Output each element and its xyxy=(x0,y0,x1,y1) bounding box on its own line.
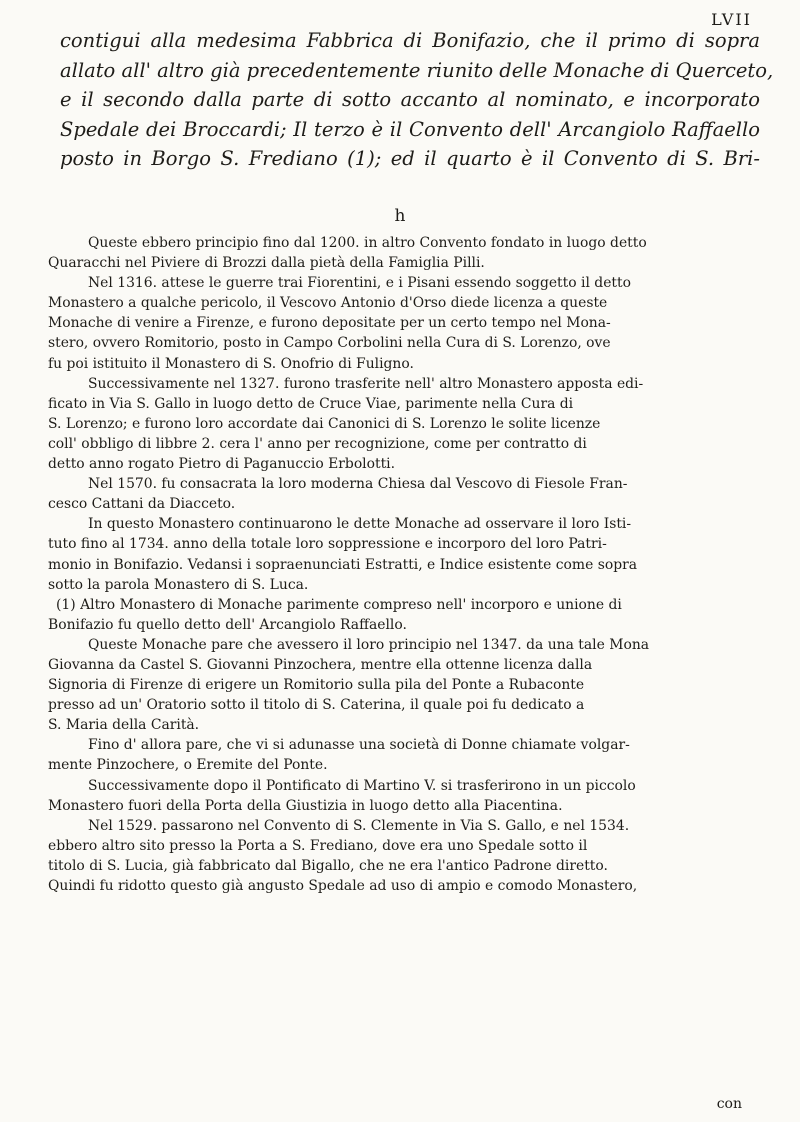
note-line: Quaracchi nel Piviere di Brozzi dalla pietà della Famiglia Pilli. xyxy=(48,255,485,272)
note-line: sotto la parola Monastero di S. Luca. xyxy=(48,576,309,593)
note-line: Monache di venire a Firenze, e furono depositate per un certo tempo nel Mona- xyxy=(48,315,611,332)
main-text-line: Spedale dei Broccardi; Il terzo è il Convento dell' Arcangiolo Raffaello xyxy=(60,117,760,141)
note-line: Nel 1316. attese le guerre trai Fiorentini, e i Pisani essendo soggetto il detto xyxy=(88,275,631,292)
note-line: S. Maria della Carità. xyxy=(48,717,200,734)
note-line: fu poi istituito il Monastero di S. Onofrio di Fuligno. xyxy=(48,355,414,372)
main-text xyxy=(60,26,774,174)
note-line: Queste ebbero principio fino dal 1200. in altro Convento fondato in luogo detto xyxy=(88,235,647,251)
footnotes xyxy=(48,233,766,896)
note-line: Signoria di Firenze di erigere un Romitorio sulla pila del Ponte a Rubaconte xyxy=(48,677,585,694)
note-line: Fino d' allora pare, che vi si adunasse una società di Donne chiamate volgar- xyxy=(88,737,630,754)
main-text-line: allato all' altro già precedentemente riunito delle Monache di Querceto, xyxy=(60,58,774,82)
note-line: monio in Bonifazio. Vedansi i sopraenunciati Estratti, e Indice esistente come sopra xyxy=(48,556,638,573)
note-line: Successivamente nel 1327. furono trasferite nell' altro Monastero apposta edi- xyxy=(88,375,644,392)
main-text-line: contigui alla medesima Fabbrica di Bonifazio, che il primo di sopra xyxy=(60,29,760,52)
page-number: LVII xyxy=(711,10,752,29)
note-line: Bonifazio fu quello detto dell' Arcangiolo Raffaello. xyxy=(48,616,407,633)
note-line: coll' obbligo di libbre 2. cera l' anno per recognizione, come per contratto di xyxy=(48,435,587,452)
note-line: Successivamente dopo il Pontificato di Martino V. si trasferirono in un piccolo xyxy=(88,777,636,794)
note-line: presso ad un' Oratorio sotto il titolo di S. Caterina, il quale poi fu dedicato a xyxy=(48,697,585,714)
note-line: stero, ovvero Romitorio, posto in Campo Corbolini nella Cura di S. Lorenzo, ove xyxy=(48,335,611,352)
note-line: Giovanna da Castel S. Giovanni Pinzochera, mentre ella ottenne licenza dalla xyxy=(48,656,593,673)
note-line: cesco Cattani da Diacceto. xyxy=(48,496,236,513)
main-text-line: e il secondo dalla parte di sotto accanto al nominato, e incorporato xyxy=(60,88,760,111)
catchword: con xyxy=(716,1096,742,1112)
note-line: tuto fino al 1734. anno della totale loro soppressione e incorporo del loro Patri- xyxy=(48,536,607,553)
main-text-line: posto in Borgo S. Frediano (1); ed il quarto è il Convento di S. Bri- xyxy=(60,147,760,170)
note-line: Monastero a qualche pericolo, il Vescovo Antonio d'Orso diede licenza a queste xyxy=(48,295,608,312)
note-line: detto anno rogato Pietro di Paganuccio Erbolotti. xyxy=(48,456,396,473)
note-line: Quindi fu ridotto questo già angusto Spedale ad uso di ampio e comodo Monastero, xyxy=(48,878,638,894)
note-line: Queste Monache pare che avessero il loro principio nel 1347. da una tale Mona xyxy=(88,636,650,653)
note-line: (1) Altro Monastero di Monache parimente compreso nell' incorporo e unione di xyxy=(56,596,622,613)
note-line: In questo Monastero continuarono le dette Monache ad osservare il loro Isti- xyxy=(88,516,632,533)
note-line: ficato in Via S. Gallo in luogo detto de Cruce Viae, parimente nella Cura di xyxy=(48,395,574,412)
note-line: Nel 1529. passarono nel Convento di S. Clemente in Via S. Gallo, e nel 1534. xyxy=(88,817,630,834)
note-line: ebbero altro sito presso la Porta a S. Frediano, dove era uno Spedale sotto il xyxy=(48,837,588,854)
note-line: Nel 1570. fu consacrata la loro moderna Chiesa dal Vescovo di Fiesole Fran- xyxy=(88,476,628,493)
signature-mark: h xyxy=(394,206,406,226)
note-line: titolo di S. Lucia, già fabbricato dal Bigallo, che ne era l'antico Padrone diretto. xyxy=(48,857,608,874)
note-line: mente Pinzochere, o Eremite del Ponte. xyxy=(48,757,328,774)
note-line: S. Lorenzo; e furono loro accordate dai Canonici di S. Lorenzo le solite licenze xyxy=(48,415,601,432)
note-line: Monastero fuori della Porta della Giustizia in luogo detto alla Piacentina. xyxy=(48,797,563,814)
